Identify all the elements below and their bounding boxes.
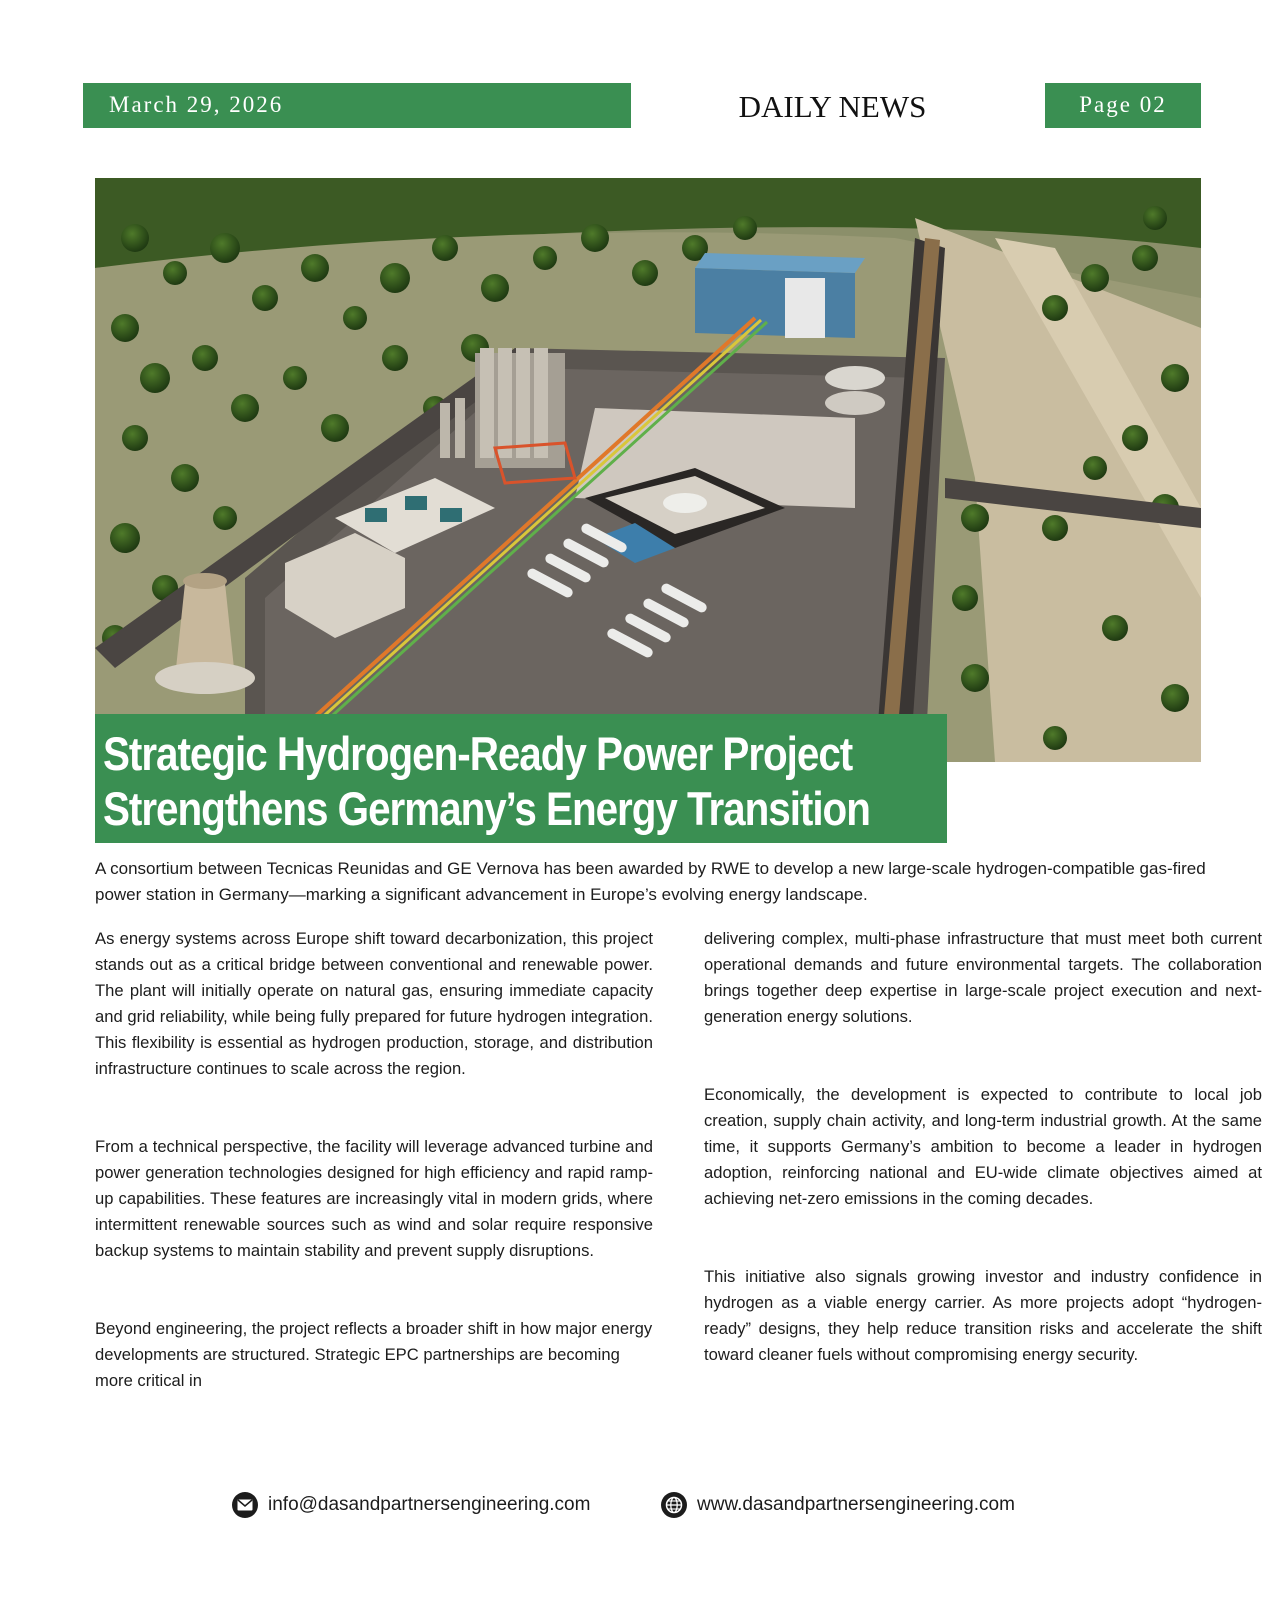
- paragraph: Beyond engineering, the project reflects a broader shift in how major energy developments are structured. Strategic EPC partnerships are becoming more critical in: [95, 1319, 653, 1390]
- masthead-title: DAILY NEWS: [738, 89, 927, 124]
- email-contact[interactable]: [232, 1492, 590, 1518]
- issue-date: March 29, 2026: [109, 92, 284, 117]
- globe-icon: [661, 1492, 687, 1518]
- date-banner: [83, 83, 631, 128]
- headline-line-2: Strengthens Germany’s Energy Transition: [103, 782, 870, 835]
- website-contact[interactable]: [661, 1492, 1015, 1518]
- paragraph: Economically, the development is expected to contribute to local job creation, supply chain activity, and long-term industrial growth. At the same time, it supports Germany’s ambition to become a leader in hydrogen adoption, reinforcing national and EU-wide climate objectives aimed at achieving net-zero emissions in the coming decades.: [704, 1085, 1262, 1208]
- paragraph: delivering complex, multi-phase infrastructure that must meet both current operational demands and future environmental targets. The collaboration brings together deep expertise in large-scale project execution and next-generation energy solutions.: [704, 929, 1262, 1026]
- article-column-right: [704, 926, 1262, 1368]
- headline-banner: [95, 714, 947, 843]
- headline-line-1: Strategic Hydrogen-Ready Power Project: [103, 727, 853, 780]
- page-number: Page 02: [1079, 92, 1167, 117]
- paragraph: As energy systems across Europe shift toward decarbonization, this project stands out as a critical bridge between conventional and renewable power. The plant will initially operate on natural gas, ensuring immediate capacity and grid reliability, while being fully prepared for future hydrogen integration. This flexibility is essential as hydrogen production, storage, and distribution infrastructure continues to scale across the region.: [95, 929, 653, 1078]
- envelope-icon: [232, 1492, 258, 1518]
- paragraph: From a technical perspective, the facility will leverage advanced turbine and power generation technologies designed for high efficiency and rapid ramp-up capabilities. These features are increasingly vital in modern grids, where intermittent renewable sources such as wind and solar require responsive backup systems to maintain stability and prevent supply disruptions.: [95, 1137, 653, 1260]
- contact-footer: [0, 1492, 1286, 1528]
- email-address[interactable]: info@dasandpartnersengineering.com: [268, 1494, 591, 1515]
- article-headline: [103, 726, 963, 836]
- article-column-left: [95, 926, 653, 1394]
- hero-image-power-plant-aerial: [95, 178, 1201, 762]
- power-plant-illustration: [95, 178, 1201, 762]
- paragraph: This initiative also signals growing investor and industry confidence in hydrogen as a viable energy carrier. As more projects adopt “hydrogen-ready” designs, they help reduce transition risks and accelerate the shift toward cleaner fuels without compromising energy security.: [704, 1267, 1262, 1364]
- article-intro: A consortium between Tecnicas Reunidas and GE Vernova has been awarded by RWE to develop a new large-scale hydrogen-compatible gas-fired power station in Germany—marking a significant advancement in Europe’s evolving energy landscape.: [95, 859, 1206, 904]
- website-url[interactable]: www.dasandpartnersengineering.com: [697, 1494, 1015, 1515]
- page-number-banner: [1045, 83, 1201, 128]
